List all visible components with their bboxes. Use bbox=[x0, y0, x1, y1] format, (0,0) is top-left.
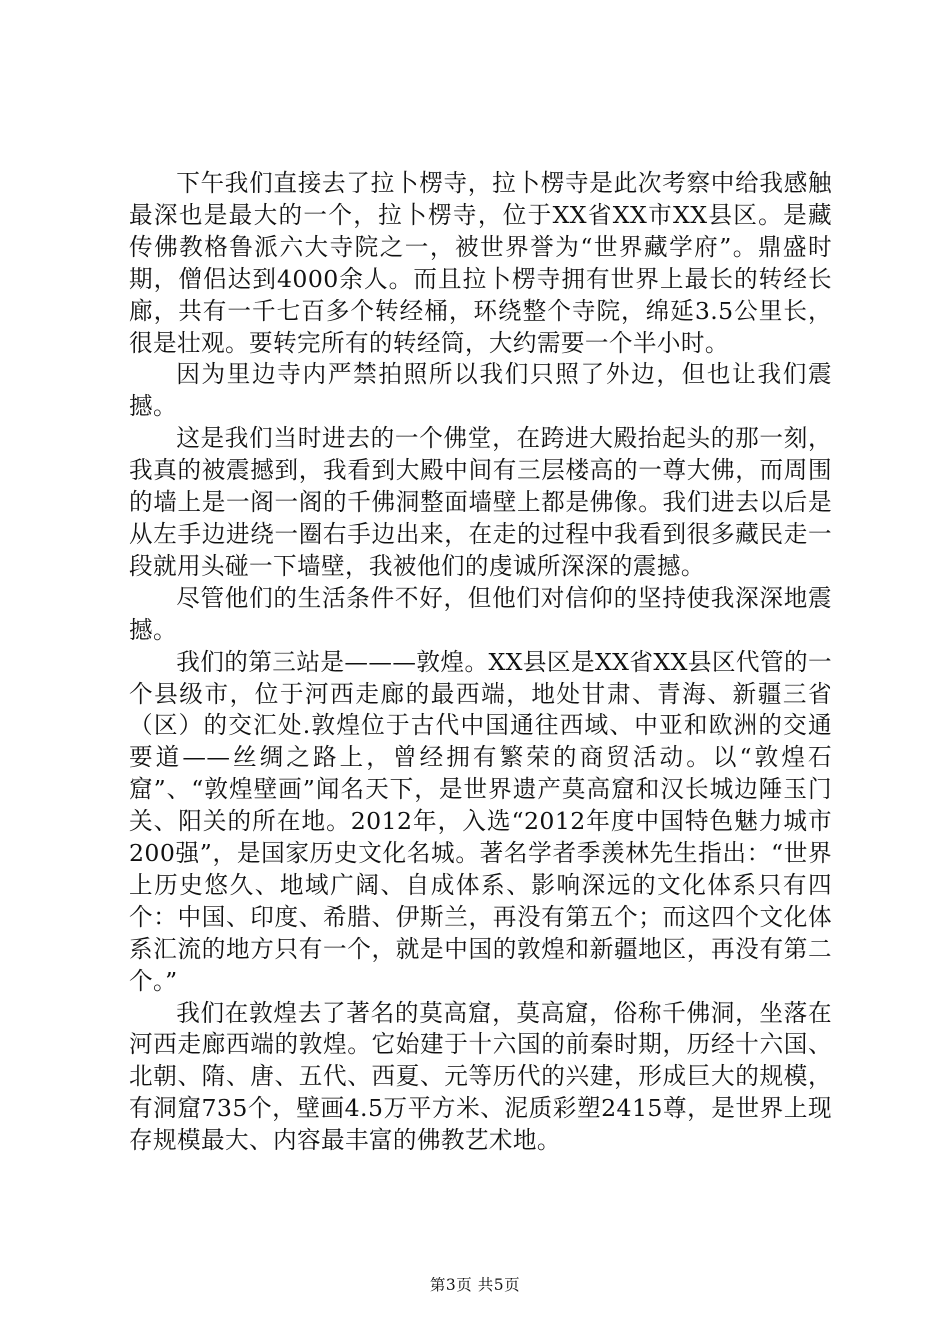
document-body bbox=[129, 168, 832, 1157]
page-number-footer: 第3页 共5页 bbox=[429, 1276, 521, 1294]
paragraph-dunhuang: 我们的第三站是———敦煌。XX县区是XX省XX县区代管的一个县级市，位于河西走廊的最西端，地处甘肃、青海、新疆三省（区）的交汇处.敦煌位于古代中国通往西域、中亚和欧洲的交通要道——丝绸之路上，曾经拥有繁荣的商贸活动。以“敦煌石窟”、“敦煌壁画”闻名天下，是世界遗产莫高窟和汉长城边陲玉门关、阳关的所在地。2012年，入选“2012年度中国特色魅力城市200强”，是国家历史文化名城。著名学者季羡林先生指出：“世界上历史悠久、地域广阔、自成体系、影响深远的文化体系只有四个：中国、印度、希腊、伊斯兰，再没有第五个；而这四个文化体系汇流的地方只有一个，就是中国的敦煌和新疆地区，再没有第二个。” bbox=[129, 647, 832, 995]
paragraph-buddha-hall: 这是我们当时进去的一个佛堂，在跨进大殿抬起头的那一刻，我真的被震撼到，我看到大殿中间有三层楼高的一尊大佛，而周围的墙上是一阁一阁的千佛洞整面墙壁上都是佛像。我们进去以后是从左手边进绕一圈右手边出来，在走的过程中我看到很多藏民走一段就用头碰一下墙壁，我被他们的虔诚所深深的震撼。 bbox=[129, 424, 832, 580]
paragraph-photo-restriction: 因为里边寺内严禁拍照所以我们只照了外边，但也让我们震撼。 bbox=[129, 360, 832, 421]
paragraph-faith: 尽管他们的生活条件不好，但他们对信仰的坚持使我深深地震撼。 bbox=[129, 583, 832, 644]
paragraph-mogao-caves: 我们在敦煌去了著名的莫高窟，莫高窟，俗称千佛洞，坐落在河西走廊西端的敦煌。它始建于十六国的前秦时期，历经十六国、北朝、隋、唐、五代、西夏、元等历代的兴建，形成巨大的规模，有洞窟735个，壁画4.5万平方米、泥质彩塑2415尊，是世界上现存规模最大、内容最丰富的佛教艺术地。 bbox=[129, 998, 832, 1155]
paragraph-labrang-monastery: 下午我们直接去了拉卜楞寺，拉卜楞寺是此次考察中给我感触最深也是最大的一个，拉卜楞寺，位于XX省XX市XX县区。是藏传佛教格鲁派六大寺院之一，被世界誉为“世界藏学府”。鼎盛时期，僧侣达到4000余人。而且拉卜楞寺拥有世界上最长的转经长廊，共有一千七百多个转经桶，环绕整个寺院，绵延3.5公里长，很是壮观。要转完所有的转经筒，大约需要一个半小时。 bbox=[129, 169, 832, 357]
